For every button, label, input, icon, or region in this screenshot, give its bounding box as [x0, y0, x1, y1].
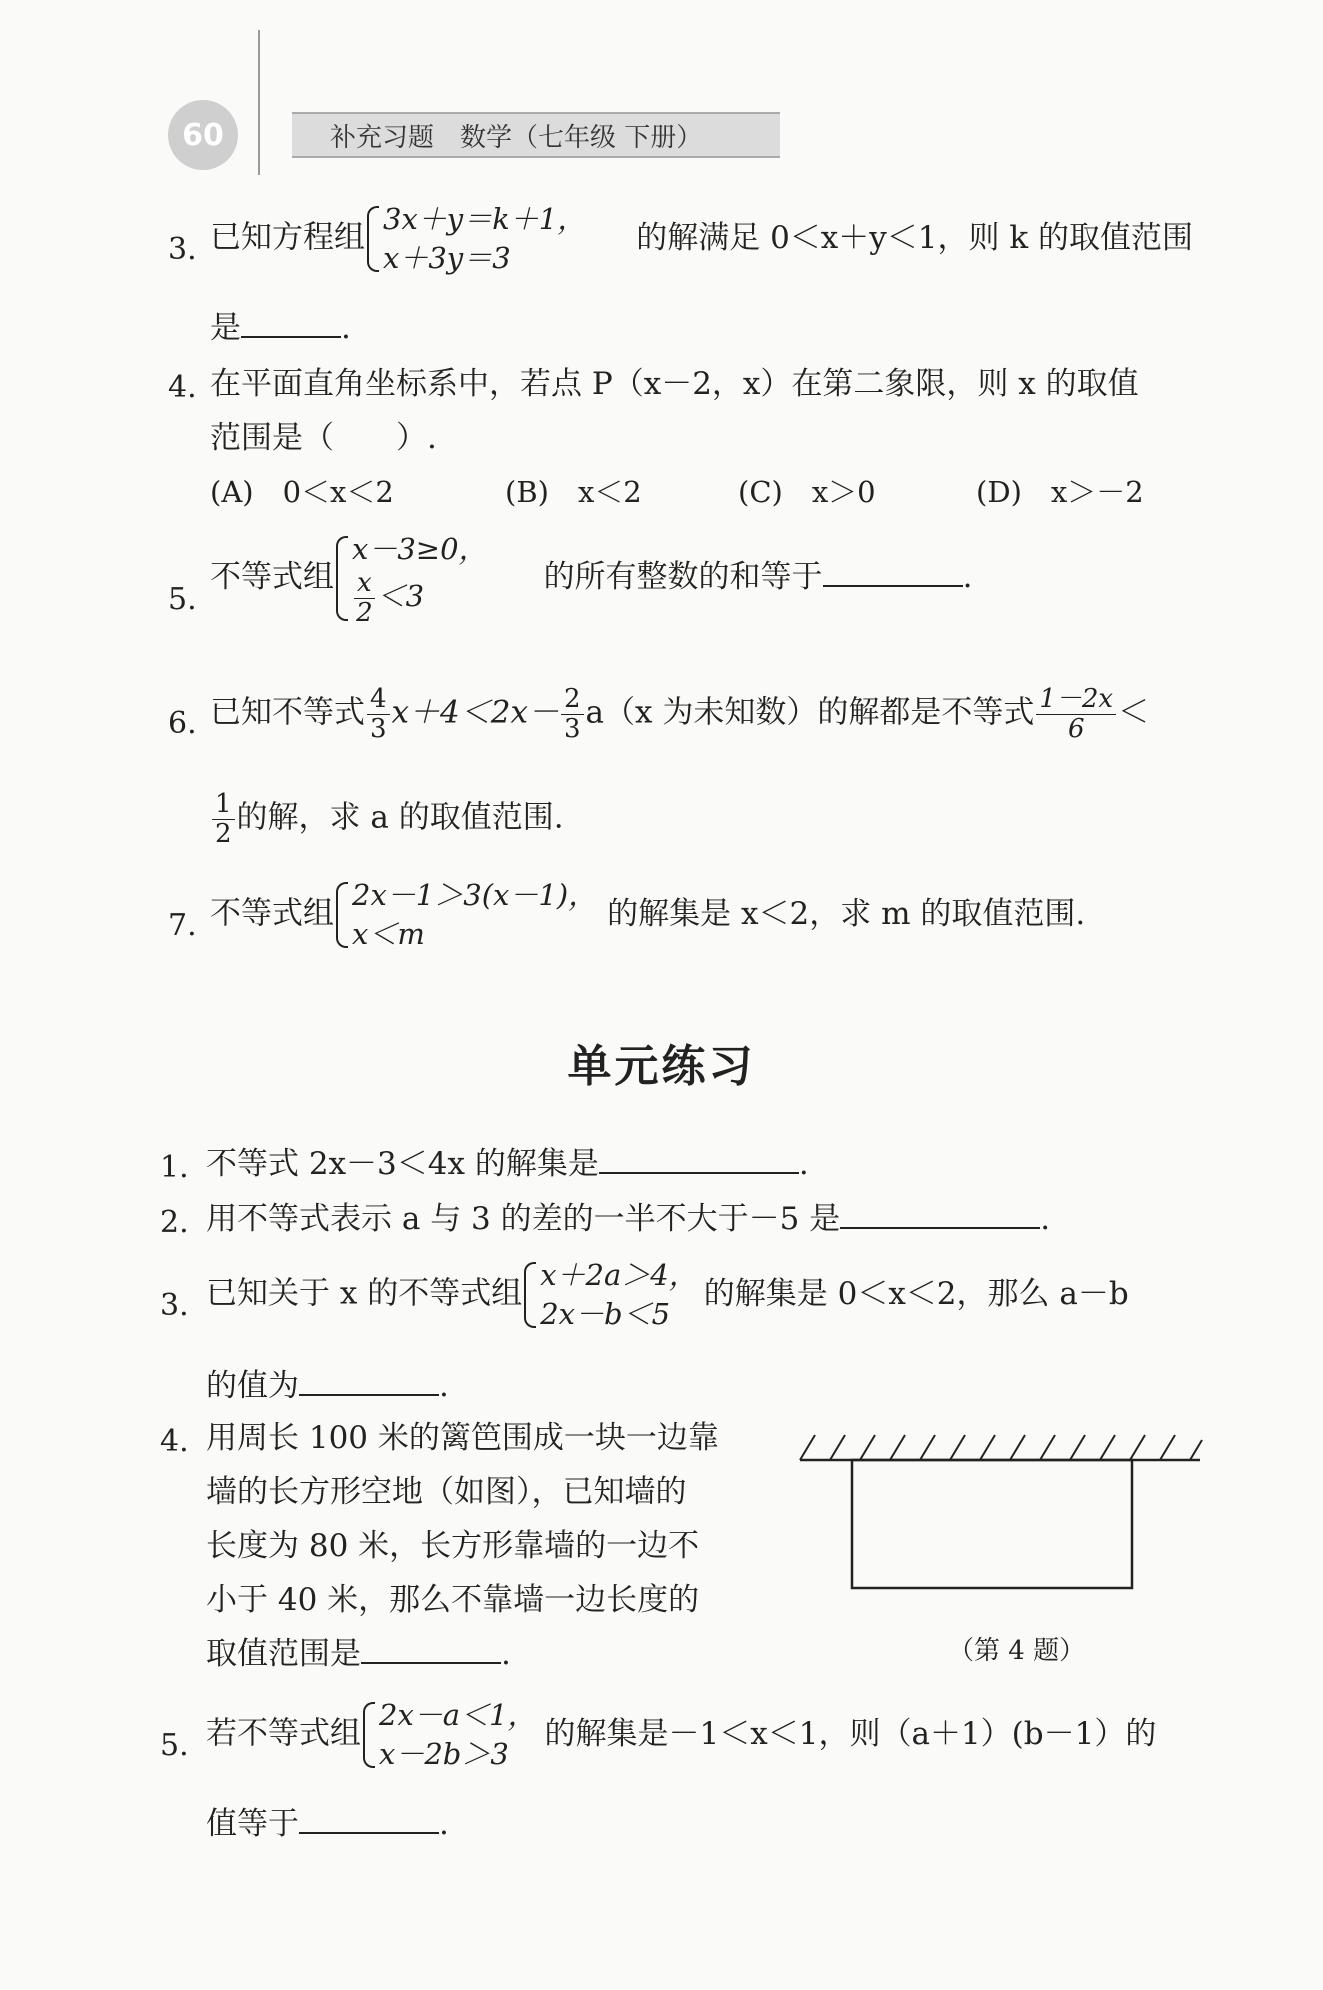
u3-line2-text: 的值为: [206, 1368, 299, 1404]
q4-text: 在平面直角坐标系中，若点 P（x－2，x）在第二象限，则 x 的取值: [210, 366, 1139, 402]
q3-eq2: x＋3y＝3: [383, 241, 511, 276]
q6-frac3: [1036, 685, 1116, 743]
u3-line2: [206, 1368, 449, 1405]
u5-eq1: 2x－a＜1，: [379, 1698, 537, 1732]
q6-f4d: 2: [215, 818, 232, 849]
header-title: 补充习题 数学（七年级 下册）: [292, 112, 780, 158]
q4-number: 4.: [168, 370, 197, 405]
q5-line: [210, 530, 972, 627]
u5-line2: [206, 1806, 449, 1843]
q6-f3n: 1－2x: [1036, 685, 1116, 715]
u3-eq2: 2x－b＜5: [540, 1297, 671, 1332]
q7-number: 7.: [168, 908, 197, 943]
u3-suffix: 的解集是 0＜x＜2，那么 a－b: [703, 1275, 1129, 1312]
q5-frac-num: x: [354, 569, 375, 599]
u2-blank: [840, 1201, 1040, 1229]
q7-suffix: 的解集是 x＜2，求 m 的取值范围.: [607, 895, 1086, 932]
u5-tail: .: [439, 1806, 449, 1842]
q6-number: 6.: [168, 706, 197, 741]
q7-system: [334, 876, 597, 954]
q6-f1n: 4: [367, 685, 390, 715]
q5-fraction: [354, 569, 375, 627]
q5-blank: [823, 559, 963, 587]
u5-line1: [206, 1696, 1156, 1774]
q5-eq2: ＜3: [376, 579, 425, 614]
u4-l4: 小于 40 米，那么不靠墙一边长度的: [206, 1582, 700, 1618]
q6-frac2: [561, 685, 584, 743]
u5-suffix: 的解集是－1＜x＜1，则（a＋1）(b－1）的: [544, 1715, 1157, 1752]
q7-eq2: x＜m: [352, 917, 425, 952]
q3-tail: .: [341, 310, 351, 346]
q6-f4n: 1: [212, 790, 235, 820]
u5-eq2: x－2b＞3: [379, 1737, 509, 1772]
q6-line2: [210, 790, 564, 848]
u4-l5-text: 取值范围是: [206, 1636, 361, 1672]
u4-l1: 用周长 100 米的篱笆围成一块一边靠: [206, 1420, 719, 1456]
u3-system: [522, 1256, 698, 1334]
q4-line2: 范围是（ ）.: [210, 420, 437, 456]
u1-number: 1.: [160, 1150, 189, 1185]
u2-tail: .: [1040, 1201, 1051, 1237]
u5-blank: [299, 1806, 439, 1834]
u3-number: 3.: [160, 1288, 189, 1323]
q6-f3d: 6: [1067, 713, 1085, 744]
q7-line: [210, 876, 1085, 954]
q5-number: 5.: [168, 582, 197, 617]
q4-option-c: (C) x＞0: [738, 475, 876, 509]
q4-option-b: (B) x＜2: [505, 475, 642, 509]
q6-t3: a（x 为未知数）的解都是不等式: [585, 694, 1035, 731]
q5-frac-den: 2: [356, 597, 373, 628]
q6-frac1: [367, 685, 390, 743]
u1-tail: .: [798, 1146, 809, 1182]
q6-f2d: 3: [563, 713, 581, 744]
q3-line2: [210, 310, 351, 347]
q3-number: 3.: [168, 232, 197, 267]
q6-line1: [210, 685, 1149, 743]
wall-rectangle-figure: [790, 1420, 1210, 1620]
wall-hatching: [800, 1435, 1202, 1460]
u2-number: 2.: [160, 1205, 189, 1240]
u4-l2: 墙的长方形空地（如图），已知墙的: [206, 1474, 687, 1510]
q3-eq1: 3x＋y＝k＋1，: [383, 202, 587, 236]
u4-number: 4.: [160, 1424, 189, 1459]
u1-line: [206, 1146, 809, 1183]
u5-number: 5.: [160, 1728, 189, 1763]
q4-option-d: (D) x＞－2: [976, 475, 1144, 509]
q4-option-a: (A) 0＜x＜2: [210, 475, 394, 509]
u5-line2-text: 值等于: [206, 1806, 299, 1842]
u3-line1: [206, 1256, 1129, 1334]
q6-t1: 已知不等式: [210, 694, 365, 731]
u3-prefix: 已知关于 x 的不等式组: [206, 1275, 523, 1312]
u4-tail: .: [501, 1636, 511, 1672]
q5-prefix: 不等式组: [210, 559, 334, 596]
fence-rectangle: [852, 1460, 1132, 1588]
u4-blank: [361, 1636, 501, 1664]
q3-line2-text: 是: [210, 310, 241, 346]
q5-suffix: 的所有整数的和等于: [543, 559, 823, 596]
q3-system: [365, 200, 586, 278]
page-number: 60: [168, 100, 238, 170]
u1-text: 不等式 2x－3＜4x 的解集是: [206, 1146, 599, 1182]
q5-tail: .: [962, 559, 973, 596]
u5-prefix: 若不等式组: [206, 1715, 361, 1752]
q5-eq1: x－3≥0，: [352, 532, 488, 566]
u2-text: 用不等式表示 a 与 3 的差的一半不大于－5 是: [206, 1201, 841, 1237]
q6-t5: 的解，求 a 的取值范围.: [236, 799, 564, 836]
header-divider: [258, 30, 260, 175]
u4-l5: [206, 1636, 511, 1673]
figure-caption: （第 4 题）: [948, 1636, 1086, 1666]
u1-blank: [599, 1146, 799, 1174]
q6-f1d: 3: [370, 713, 387, 744]
q3-suffix: 的解满足 0＜x＋y＜1，则 k 的取值范围: [636, 219, 1194, 256]
q6-frac4: [212, 790, 235, 848]
q3-blank: [241, 310, 341, 338]
section-title: 单元练习: [567, 1041, 756, 1092]
q5-system: [334, 530, 488, 627]
q3-prefix: 已知方程组: [210, 219, 365, 256]
u2-line: [206, 1201, 1050, 1238]
u5-system: [361, 1696, 537, 1774]
q7-prefix: 不等式组: [210, 895, 334, 932]
u3-blank: [299, 1368, 439, 1396]
u3-tail: .: [439, 1368, 449, 1404]
q6-f2n: 2: [561, 685, 584, 715]
q7-eq1: 2x－1＞3(x－1)，: [352, 878, 598, 912]
q3-line1: [210, 200, 1193, 278]
q6-t4: ＜: [1118, 694, 1150, 731]
u4-l3: 长度为 80 米，长方形靠墙的一边不: [206, 1528, 700, 1564]
u3-eq1: x＋2a＞4，: [540, 1258, 698, 1292]
q6-t2: x＋4＜2x－: [391, 694, 559, 731]
